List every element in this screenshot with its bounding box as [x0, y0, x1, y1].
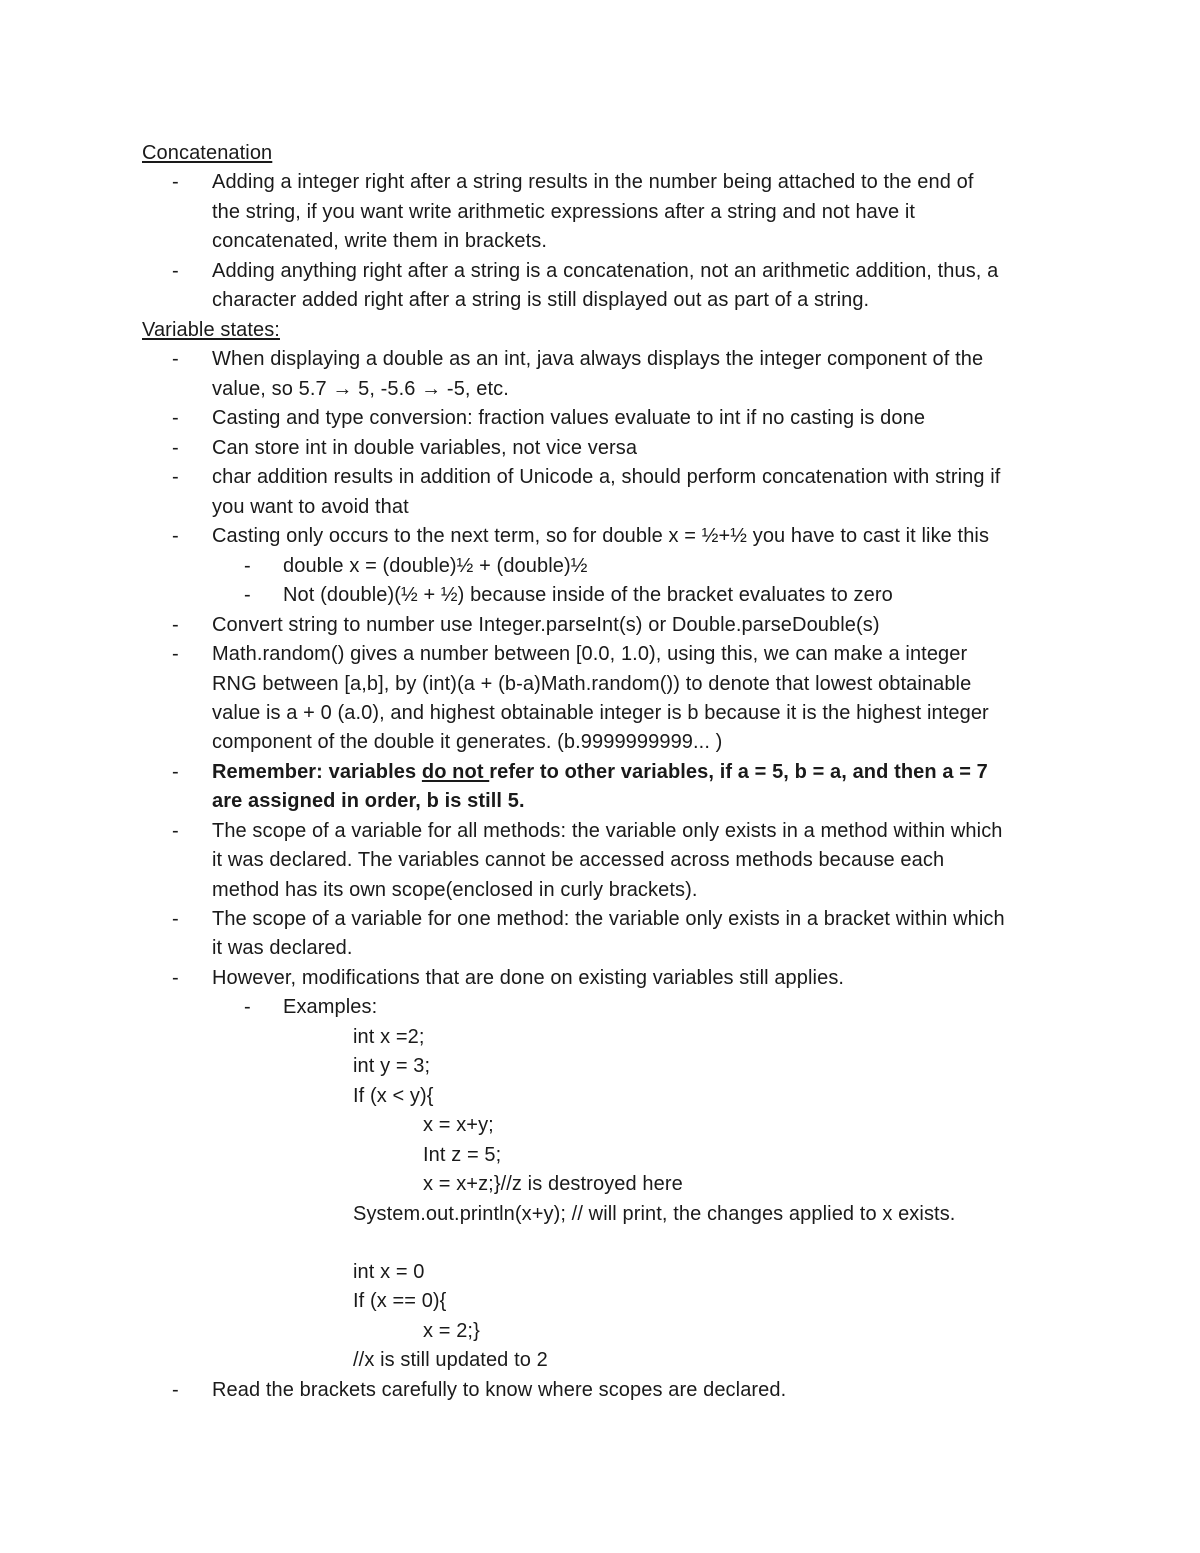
code-line: int y = 3;: [353, 1055, 431, 1077]
bullet-dash: -: [172, 171, 179, 193]
bullet-dash: -: [172, 643, 179, 665]
bullet-dash: -: [172, 820, 179, 842]
code-line: x = 2;}: [423, 1320, 480, 1342]
bullet-dash: -: [172, 1379, 179, 1401]
bullet-text: concatenated, write them in brackets.: [212, 230, 547, 252]
sub-bullet-text: double x = (double)½ + (double)½: [283, 555, 588, 577]
heading-concatenation: Concatenation: [142, 142, 273, 164]
bullet-text: Adding a integer right after a string results in the number being attached to the end of: [212, 171, 974, 193]
remember-line-2: are assigned in order, b is still 5.: [212, 790, 525, 812]
bullet-text: Convert string to number use Integer.parseInt(s) or Double.parseDouble(s): [212, 614, 880, 636]
remember-underlined: do not: [421, 761, 490, 783]
bullet-text: method has its own scope(enclosed in curly brackets).: [212, 879, 698, 901]
bullet-text: Casting only occurs to the next term, so for double x = ½+½ you have to cast it like this: [212, 525, 990, 547]
sub-bullet-text: Not (double)(½ + ½) because inside of the bracket evaluates to zero: [283, 584, 893, 606]
code-line: int x =2;: [353, 1026, 425, 1048]
bullet-text: The scope of a variable for all methods: the variable only exists in a method within which: [212, 820, 1003, 842]
bullet-text: Math.random() gives a number between [0.0, 1.0), using this, we can make a integer: [212, 643, 968, 665]
remember-post: refer to other variables, if a = 5, b = a, and then a = 7: [489, 761, 988, 783]
code-line: x = x+y;: [423, 1114, 494, 1136]
sub-bullet-text: Examples:: [283, 996, 378, 1018]
bullet-text: Read the brackets carefully to know where scopes are declared.: [212, 1379, 787, 1401]
remember-pre: Remember: variables: [212, 761, 422, 783]
bullet-text: you want to avoid that: [212, 496, 409, 518]
bullet-dash: -: [172, 466, 179, 488]
bullet-text: value, so 5.7 → 5, -5.6 → -5, etc.: [212, 378, 509, 400]
bullet-dash: -: [172, 525, 179, 547]
code-line: x = x+z;}//z is destroyed here: [423, 1173, 683, 1195]
code-line: If (x == 0){: [353, 1290, 447, 1312]
bullet-dash: -: [172, 407, 179, 429]
bullet-dash: -: [172, 614, 179, 636]
bullet-text: character added right after a string is still displayed out as part of a string.: [212, 289, 870, 311]
code-line: If (x < y){: [353, 1085, 434, 1107]
bullet-text: the string, if you want write arithmetic expressions after a string and not have it: [212, 201, 916, 223]
sub-bullet-dash: -: [244, 584, 251, 606]
bullet-text: However, modifications that are done on existing variables still applies.: [212, 967, 845, 989]
sub-bullet-dash: -: [244, 996, 251, 1018]
bullet-dash: -: [172, 967, 179, 989]
sub-bullet-dash: -: [244, 555, 251, 577]
bullet-text: RNG between [a,b], by (int)(a + (b-a)Math.random()) to denote that lowest obtainable: [212, 673, 972, 695]
heading-variable-states: Variable states:: [142, 319, 280, 341]
code-line: int x = 0: [353, 1261, 425, 1283]
code-line: Int z = 5;: [423, 1144, 502, 1166]
bullet-dash: -: [172, 908, 179, 930]
bullet-dash: -: [172, 761, 179, 783]
bullet-dash: -: [172, 348, 179, 370]
bullet-text: Can store int in double variables, not vice versa: [212, 437, 638, 459]
bullet-text: it was declared.: [212, 937, 353, 959]
bullet-text: component of the double it generates. (b.9999999999... ): [212, 731, 723, 753]
bullet-text: When displaying a double as an int, java always displays the integer component of the: [212, 348, 984, 370]
remember-line: [212, 758, 988, 788]
bullet-text: char addition results in addition of Unicode a, should perform concatenation with string if: [212, 466, 1001, 488]
bullet-text: Adding anything right after a string is a concatenation, not an arithmetic addition, thus, a: [212, 260, 999, 282]
bullet-text: it was declared. The variables cannot be accessed across methods because each: [212, 849, 945, 871]
bullet-text: value is a + 0 (a.0), and highest obtainable integer is b because it is the highest integer: [212, 702, 989, 724]
bullet-text: The scope of a variable for one method: the variable only exists in a bracket within which: [212, 908, 1005, 930]
code-line: System.out.println(x+y); // will print, the changes applied to x exists.: [353, 1203, 956, 1225]
bullet-dash: -: [172, 437, 179, 459]
bullet-dash: -: [172, 260, 179, 282]
bullet-text: Casting and type conversion: fraction values evaluate to int if no casting is done: [212, 407, 926, 429]
code-line: //x is still updated to 2: [353, 1349, 548, 1371]
